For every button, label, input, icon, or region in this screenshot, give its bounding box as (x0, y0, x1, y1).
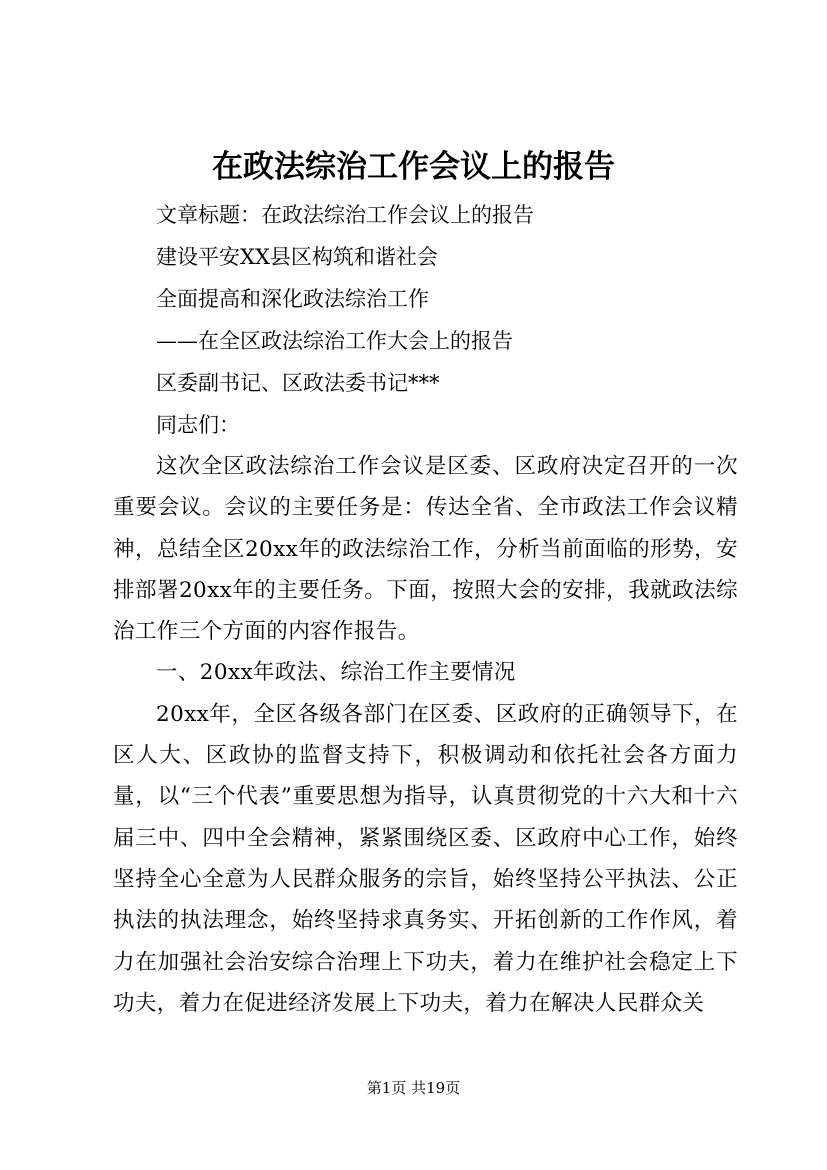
subtitle-line-1: 建设平安XX县区构筑和谐社会 (156, 245, 438, 269)
salutation-line: 同志们： (156, 413, 240, 437)
section-heading: 一、20xx年政法、综治工作主要情况 (156, 660, 516, 686)
page-footer: 第1页 共19页 (366, 1079, 461, 1097)
paragraph-intro: 这次全区政法综治工作会议是区委、区政府决定召开的一次重要会议。会议的主要任务是：传达全省、全市政法工作会议精神，总结全区20xx年的政法综治工作，分析当前面临的形势，安排部署20xx年的主要任务。下面，按照大会的安排，我就政法综治工作三个方面的内容作报告。 (113, 454, 738, 645)
author-line: 区委副书记、区政法委书记*** (156, 371, 440, 395)
paragraph-main: 20xx年，全区各级各部门在区委、区政府的正确领导下，在区人大、区政协的监督支持下，积极调动和依托社会各方面力量，以“三个代表”重要思想为指导，认真贯彻党的十六大和十六届三中、四中全会精神，紧紧围绕区委、区政府中心工作，始终坚持全心全意为人民群众服务的宗旨，始终坚持公平执法、公正执法的执法理念，始终坚持求真务实、开拓创新的工作作风，着力在加强社会治安综合治理上下功夫，着力在维护社会稳定上下功夫，着力在促进经济发展上下功夫，着力在解决人民群众关 (113, 701, 738, 1016)
article-title-line: 文章标题：在政法综治工作会议上的报告 (156, 203, 534, 227)
document-title: 在政法综治工作会议上的报告 (212, 149, 615, 185)
subtitle-line-2: 全面提高和深化政法综治工作 (156, 287, 429, 311)
document-body (113, 194, 738, 1024)
subtitle-line-3: ——在全区政法综治工作大会上的报告 (156, 329, 513, 353)
